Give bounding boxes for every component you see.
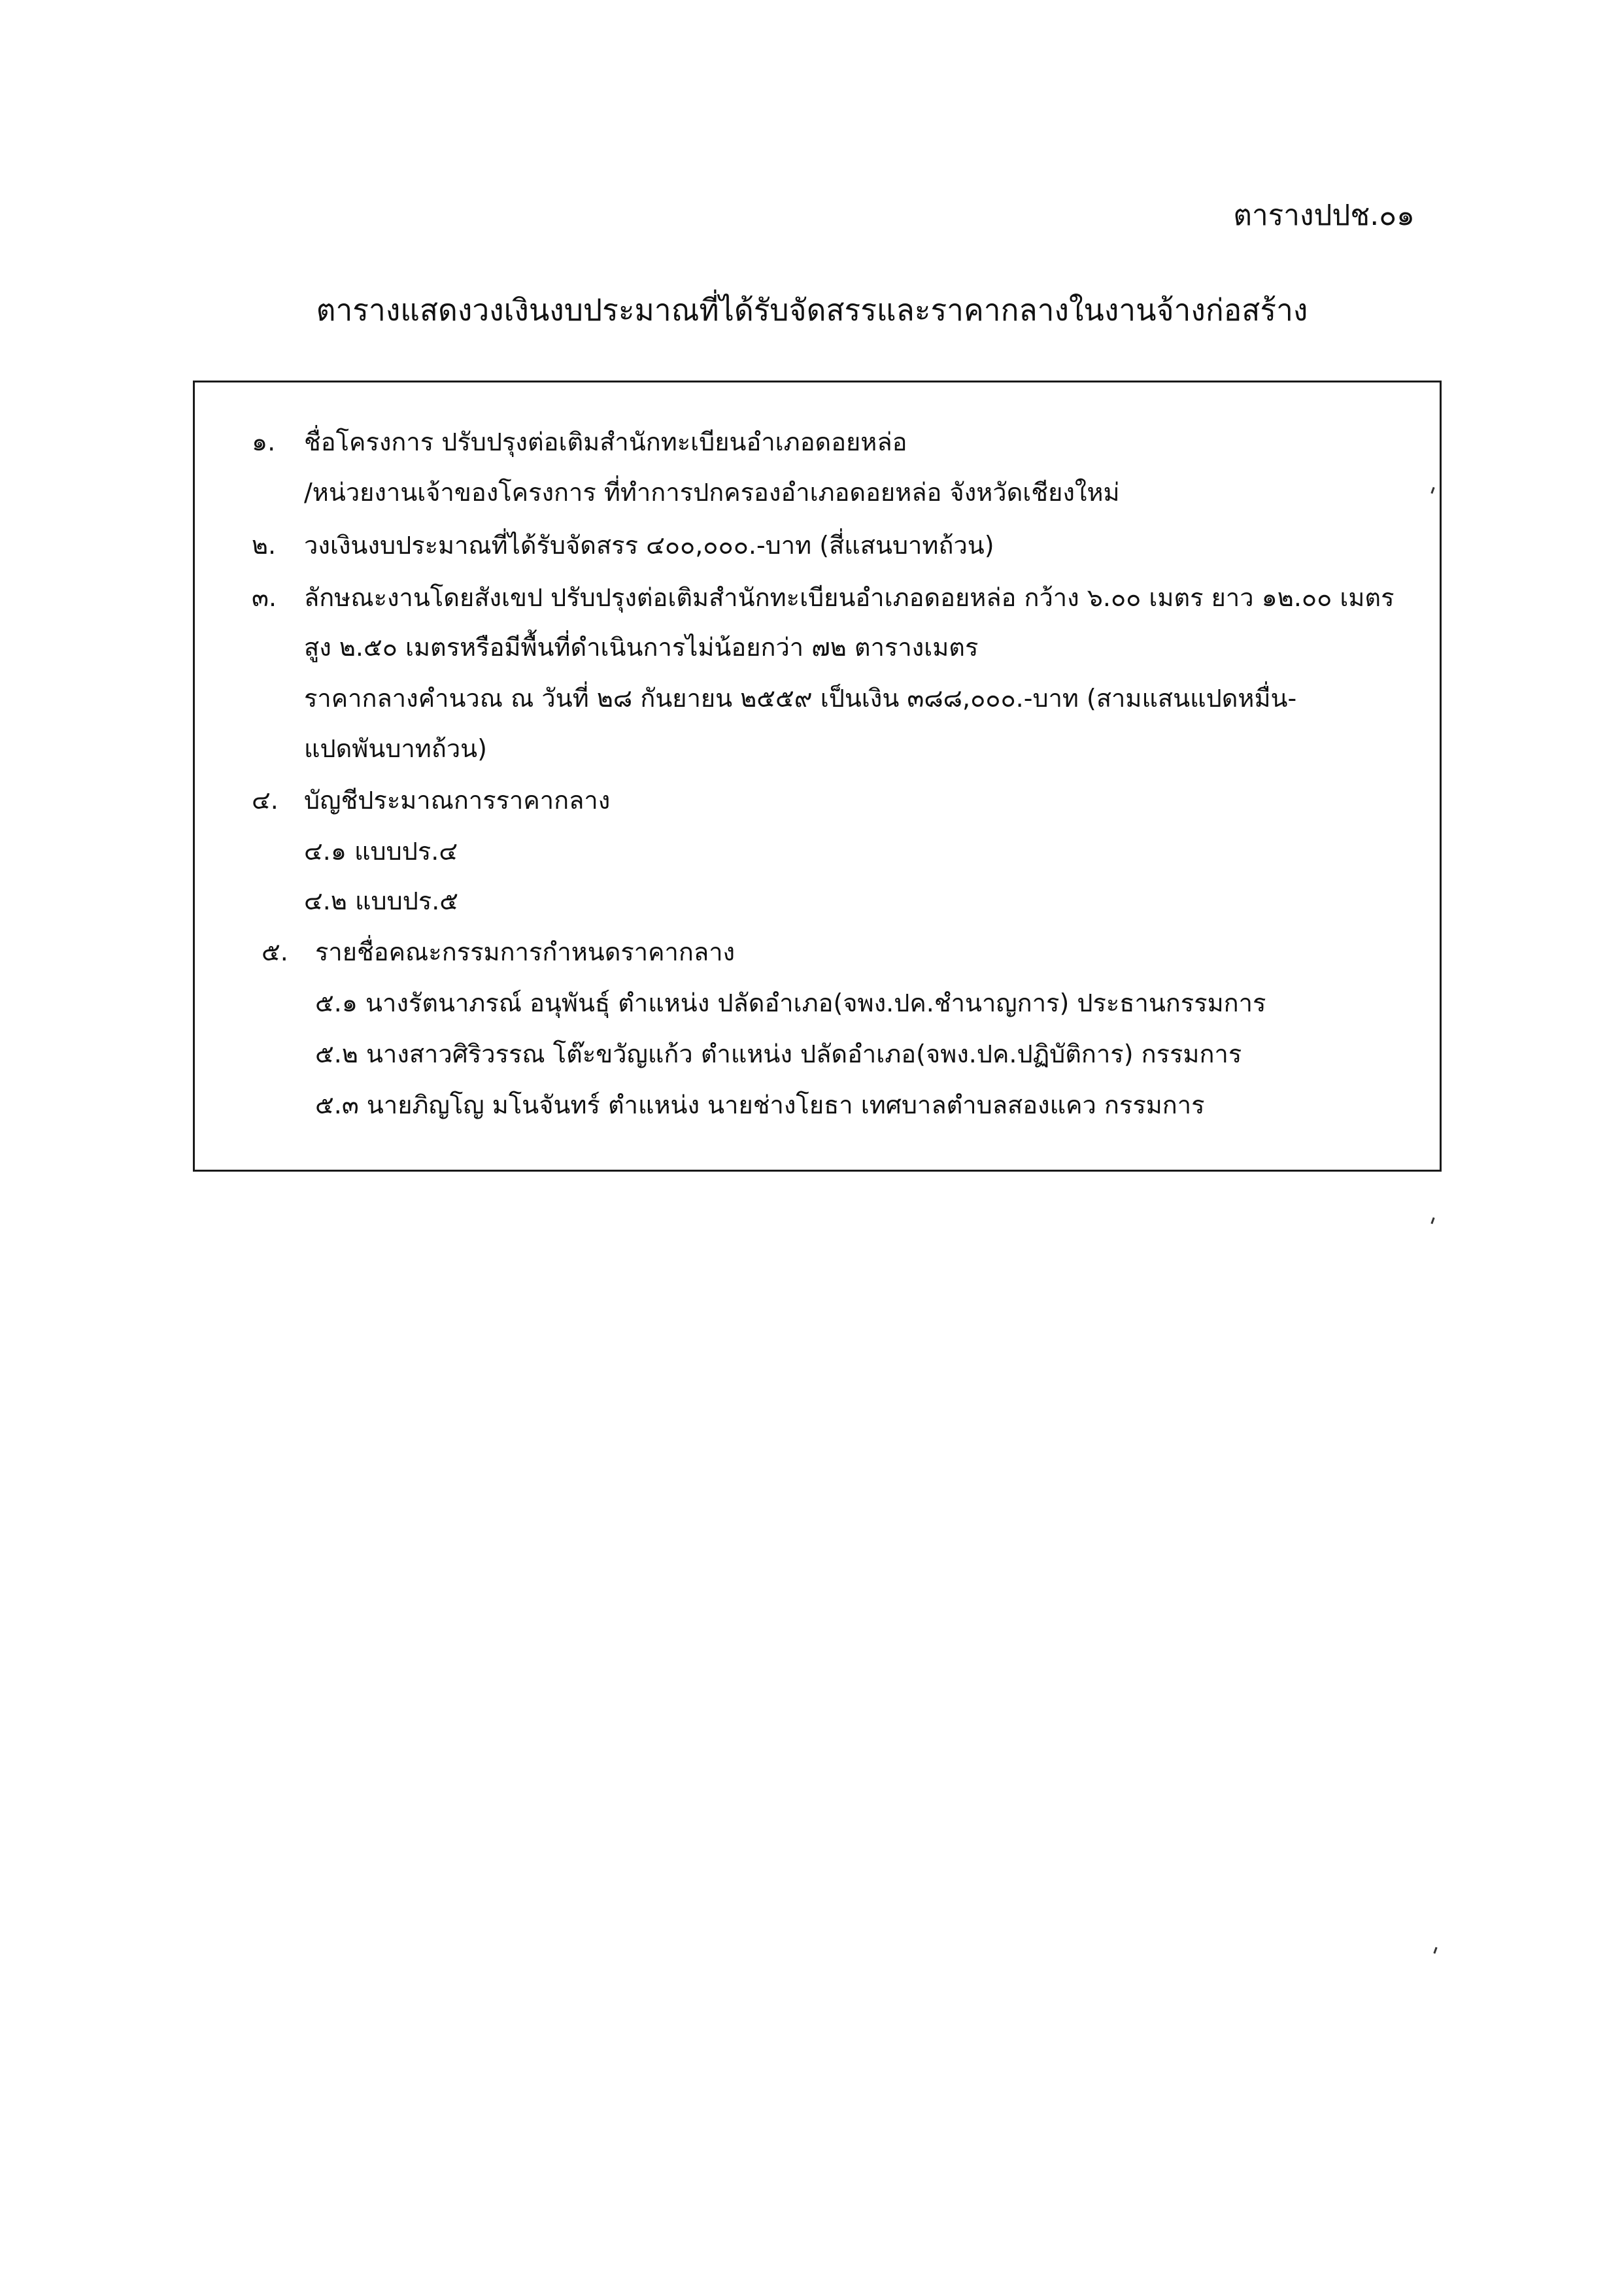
item-4-sub-2: ๔.๒ แบบปร.๕ [304, 887, 459, 915]
scan-speck [1430, 1217, 1434, 1224]
item-1-line-2: /หน่วยงานเจ้าของโครงการ ที่ทำการปกครองอำเภอดอยหล่อ จังหวัดเชียงใหม่ [304, 478, 1120, 507]
item-3-line-4: แปดพันบาทถ้วน) [304, 734, 487, 763]
item-4-sub-1: ๔.๑ แบบปร.๔ [304, 837, 458, 866]
item-2-line-1: วงเงินงบประมาณที่ได้รับจัดสรร ๔๐๐,๐๐๐.-บาท (สี่แสนบาทถ้วน) [304, 531, 994, 560]
item-5-line-1: รายชื่อคณะกรรมการกำหนดราคากลาง [315, 938, 736, 966]
item-3-number: ๓. [252, 583, 277, 612]
item-4-number: ๔. [252, 786, 279, 815]
form-code: ตารางปปช.๐๑ [1233, 199, 1415, 232]
scan-speck [1433, 1947, 1437, 1954]
item-3-line-2: สูง ๒.๕๐ เมตรหรือมีพื้นที่ดำเนินการไม่น้อยกว่า ๗๒ ตารางเมตร [304, 633, 979, 662]
item-1-line-1: ชื่อโครงการ ปรับปรุงต่อเติมสำนักทะเบียนอำเภอดอยหล่อ [304, 428, 907, 456]
item-3-line-3: ราคากลางคำนวณ ณ วันที่ ๒๘ กันยายน ๒๕๕๙ เป็นเงิน ๓๘๘,๐๐๐.-บาท (สามแสนแปดหมื่น- [304, 684, 1297, 713]
item-5-number: ๕. [262, 938, 288, 966]
document-title: ตารางแสดงวงเงินงบประมาณที่ได้รับจัดสรรและราคากลางในงานจ้างก่อสร้าง [316, 292, 1308, 328]
item-2-number: ๒. [252, 531, 277, 560]
committee-member-3: ๕.๓ นายภิญโญ มโนจันทร์ ตำแหน่ง นายช่างโยธา เทศบาลตำบลสองแคว กรรมการ [315, 1091, 1205, 1119]
committee-member-1: ๕.๑ นางรัตนาภรณ์ อนุพันธุ์ ตำแหน่ง ปลัดอำเภอ(จพง.ปค.ชำนาญการ) ประธานกรรมการ [315, 989, 1266, 1017]
item-1-number: ๑. [252, 428, 276, 456]
committee-member-2: ๕.๒ นางสาวศิริวรรณ โต๊ะขวัญแก้ว ตำแหน่ง ปลัดอำเภอ(จพง.ปค.ปฏิบัติการ) กรรมการ [315, 1040, 1242, 1068]
item-4-line-1: บัญชีประมาณการราคากลาง [304, 786, 611, 815]
item-3-line-1: ลักษณะงานโดยสังเขป ปรับปรุงต่อเติมสำนักทะเบียนอำเภอดอยหล่อ กว้าง ๖.๐๐ เมตร ยาว ๑๒.๐๐ เมตร [304, 583, 1395, 612]
